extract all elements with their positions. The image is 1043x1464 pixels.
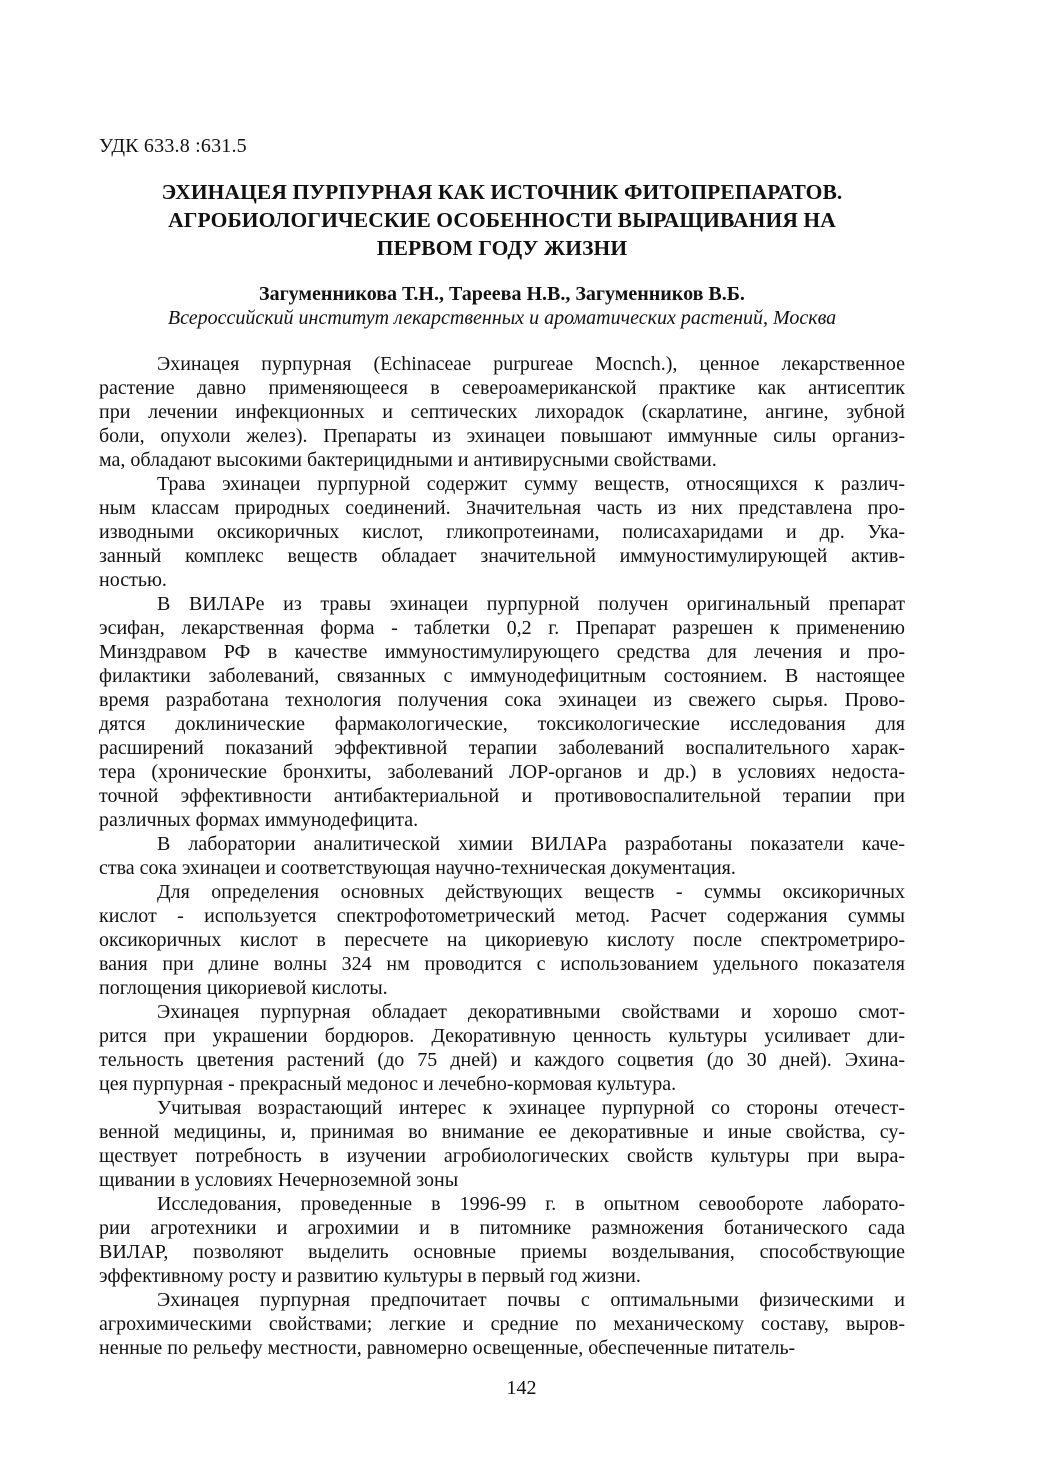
text-line: венной медицины, и, принимая во внимание ее декоративные и иные свойства, су- xyxy=(99,1121,905,1143)
paragraph xyxy=(99,1096,905,1192)
text-line: расширений показаний эффективной терапии заболеваний воспалительного харак- xyxy=(99,737,905,759)
text-line: оксикоричных кислот в пересчете на цикориевую кислоту после спектрометриро- xyxy=(99,929,905,951)
text-line: вания при длине волны 324 нм проводится с использованием удельного показателя xyxy=(99,953,905,975)
text-line: время разработана технология получения сока эхинацеи из свежего сырья. Прово- xyxy=(99,689,905,711)
text-line: В ВИЛАРе из травы эхинацеи пурпурной получен оригинальный препарат xyxy=(157,593,905,615)
text-line: ностью. xyxy=(99,569,167,591)
paragraph xyxy=(99,832,905,880)
text-line: дятся доклинические фармакологические, токсикологические исследования для xyxy=(99,713,905,735)
text-line: Эхинацея пурпурная предпочитает почвы с оптимальными физическими и xyxy=(157,1289,905,1311)
text-line: тера (хронические бронхиты, заболеваний ЛОР-органов и др.) в условиях недоста- xyxy=(99,761,905,783)
text-line: Учитывая возрастающий интерес к эхинацее пурпурной со стороны отечест- xyxy=(157,1097,905,1119)
text-line: ма, обладают высокими бактерицидными и антивирусными свойствами. xyxy=(99,449,717,471)
text-line: различных формах иммунодефицита. xyxy=(99,809,419,831)
text-line: Исследования, проведенные в 1996-99 г. в опытном севообороте лаборато- xyxy=(157,1193,905,1215)
paper-title xyxy=(99,178,905,262)
text-line: ненные по рельефу местности, равномерно освещенные, обеспеченные питатель- xyxy=(99,1337,796,1359)
text-line: цея пурпурная - прекрасный медонос и лечебно-кормовая культура. xyxy=(99,1073,677,1095)
text-line: В лаборатории аналитической химии ВИЛАРа разработаны показатели каче- xyxy=(157,833,905,855)
text-line: боли, опухоли желез). Препараты из эхинацеи повышают иммунные силы организ- xyxy=(99,425,905,447)
text-line: Эхинацея пурпурная обладает декоративными свойствами и хорошо смот- xyxy=(157,1001,905,1023)
paragraph xyxy=(99,1192,905,1288)
text-line: Эхинацея пурпурная (Echinaceae purpureae Mocnch.), ценное лекарственное xyxy=(157,353,905,375)
text-line: эффективному росту и развитию культуры в первый год жизни. xyxy=(99,1265,641,1287)
text-line: растение давно применяющееся в североамериканской практике как антисептик xyxy=(99,377,905,399)
text-line: занный комплекс веществ обладает значительной иммуностимулирующей актив- xyxy=(99,545,905,567)
page-number: 142 xyxy=(506,1377,537,1399)
udk-code: УДК 633.8 :631.5 xyxy=(99,135,247,157)
text-line: при лечении инфекционных и септических лихорадок (скарлатине, ангине, зубной xyxy=(99,401,905,423)
text-line: кислот - используется спектрофотометрический метод. Расчет содержания суммы xyxy=(99,905,905,927)
paragraph xyxy=(99,352,905,472)
title-line: АГРОБИОЛОГИЧЕСКИЕ ОСОБЕННОСТИ ВЫРАЩИВАНИЯ НА xyxy=(168,208,836,232)
text-line: Трава эхинацеи пурпурной содержит сумму веществ, относящихся к различ- xyxy=(157,473,905,495)
paragraph xyxy=(99,1288,905,1360)
text-line: поглощения цикориевой кислоты. xyxy=(99,977,388,999)
text-line: Минздравом РФ в качестве иммуностимулирующего средства для лечения и про- xyxy=(99,641,905,663)
text-line: ства сока эхинацеи и соответствующая научно-техническая документация. xyxy=(99,857,736,879)
text-line: щивании в условиях Нечерноземной зоны xyxy=(99,1169,459,1191)
paragraph xyxy=(99,592,905,832)
text-line: филактики заболеваний, связанных с иммунодефицитным состоянием. В настоящее xyxy=(99,665,905,687)
text-line: ществует потребность в изучении агробиологических свойств культуры при выра- xyxy=(99,1145,905,1167)
text-line: Для определения основных действующих веществ - суммы оксикоричных xyxy=(157,881,905,903)
body-text xyxy=(99,352,905,1360)
text-line: точной эффективности антибактериальной и противовоспалительной терапии при xyxy=(99,785,905,807)
title-line: ЭХИНАЦЕЯ ПУРПУРНАЯ КАК ИСТОЧНИК ФИТОПРЕПАРАТОВ. xyxy=(161,180,843,204)
text-line: рии агротехники и агрохимии и в питомнике размножения ботанического сада xyxy=(99,1217,905,1239)
affiliation: Всероссийский институт лекарственных и ароматических растений, Москва xyxy=(167,307,837,329)
authors: Загуменникова Т.Н., Тареева Н.В., Загуменников В.Б. xyxy=(259,283,745,305)
text-line: изводными оксикоричных кислот, гликопротеинами, полисахаридами и др. Ука- xyxy=(99,521,905,543)
paragraph xyxy=(99,472,905,592)
text-line: агрохимическими свойствами; легкие и средние по механическому составу, выров- xyxy=(99,1313,905,1335)
text-line: тельность цветения растений (до 75 дней) и каждого соцветия (до 30 дней). Эхина- xyxy=(99,1049,905,1071)
paragraph xyxy=(99,880,905,1000)
text-line: ВИЛАР, позволяют выделить основные приемы возделывания, способствующие xyxy=(99,1241,905,1263)
title-line: ПЕРВОМ ГОДУ ЖИЗНИ xyxy=(376,236,628,260)
paragraph xyxy=(99,1000,905,1096)
text-line: эсифан, лекарственная форма - таблетки 0,2 г. Препарат разрешен к применению xyxy=(99,617,905,639)
text-line: ным классам природных соединений. Значительная часть из них представлена про- xyxy=(99,497,905,519)
text-line: рится при украшении бордюров. Декоративную ценность культуры усиливает дли- xyxy=(99,1025,905,1047)
